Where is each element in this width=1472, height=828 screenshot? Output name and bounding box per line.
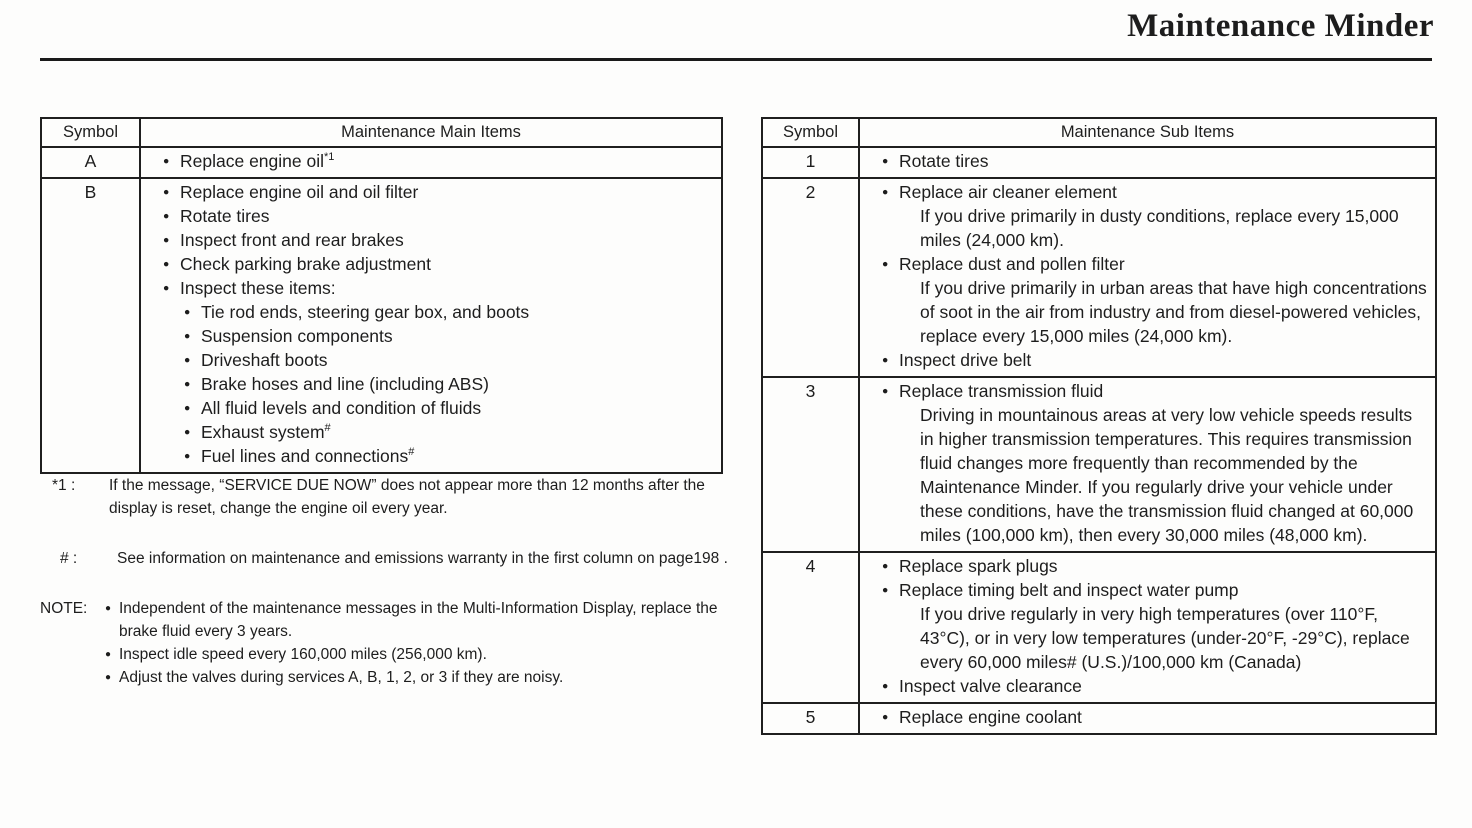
item-text: Inspect front and rear brakes [180,230,404,250]
footnote-hash [40,547,728,570]
bullet-icon: ● [882,186,889,198]
list-item [882,252,1429,276]
row-symbol: 3 [763,378,860,551]
item-text: Driveshaft boots [201,350,328,370]
list-item [882,554,1429,578]
list-item [882,149,1429,173]
bullet-icon: ● [184,378,191,390]
row-symbol: B [42,179,141,472]
row-symbol: 1 [763,148,860,177]
bullet-icon: ● [163,186,170,198]
bullet-icon: ● [882,155,889,167]
symbol-column-header: Symbol [42,119,141,146]
list-item [184,420,715,444]
bullet-icon: ● [184,306,191,318]
row-content [860,148,1435,177]
list-item [163,276,715,300]
note-label: NOTE: [40,600,88,617]
list-item [105,597,728,643]
bullet-icon: ● [184,426,191,438]
item-text: Inspect valve clearance [899,676,1082,696]
footnote-star1-text: If the message, “SERVICE DUE NOW” does not appear more than 12 months after the display is reset, change the engine oil every year. [109,477,705,517]
item-note: Driving in mountainous areas at very low vehicle speeds results in higher transmission temperatures. This requires transmission fluid changes more frequently than recommended by the Maintenance Minder. If you regularly drive your vehicle under these conditions, have the transmission fluid changed at 60,000 miles (100,000 km), then every 30,000 miles (48,000 km). [920,405,1414,545]
bullet-icon: ● [882,258,889,270]
bullet-icon: ● [105,672,112,683]
item-text: Replace spark plugs [899,556,1058,576]
item-label: Replace engine oil [180,151,324,171]
table-row-a [42,146,721,177]
bullet-icon: ● [105,649,112,660]
bullet-icon: ● [882,711,889,723]
list-item [184,324,715,348]
list-item [882,674,1429,698]
table-row-3 [763,376,1435,551]
list-item [882,379,1429,403]
item-text: Replace engine coolant [899,707,1082,727]
main-items-column-header: Maintenance Main Items [341,123,521,141]
item-text: All fluid levels and condition of fluids [201,398,482,418]
bullet-icon: ● [184,450,191,462]
bullet-icon: ● [882,584,889,596]
list-item [184,444,715,468]
bullet-icon: ● [163,155,170,167]
footnote-hash-label: # : [60,550,78,567]
list-item [184,300,715,324]
sub-items-table [761,117,1437,735]
item-text: Suspension components [201,326,393,346]
list-item [184,372,715,396]
bullet-icon: ● [882,680,889,692]
item-text: Tie rod ends, steering gear box, and boots [201,302,530,322]
bullet-icon: ● [184,402,191,414]
row-content [860,179,1435,376]
item-text [201,444,715,468]
row-content [141,179,721,472]
footnote-hash-text: See information on maintenance and emissions warranty in the first column on page198 . [117,550,728,567]
item-label: Fuel lines and connections [201,446,409,466]
list-item [184,348,715,372]
item-note: If you drive regularly in very high temperatures (over 110°F, 43°C), or in very low temperatures (under-20°F, -29°C), replace every 60,000 miles# (U.S.)/100,000 km (Canada) [920,604,1410,672]
table-row-b [42,177,721,472]
bullet-icon: ● [184,330,191,342]
footnote-star1-label: *1 : [52,477,76,494]
sub-item-list [184,300,715,468]
list-item [184,396,715,420]
bullet-icon: ● [163,210,170,222]
page-title: Maintenance Minder [1127,8,1434,44]
main-table-header-row [42,119,721,146]
item-label: Exhaust system [201,422,325,442]
symbol-column-header: Symbol [763,119,860,146]
title-rule [40,58,1432,61]
main-items-table [40,117,723,474]
bullet-icon: ● [105,603,112,614]
item-text: Replace dust and pollen filter [899,254,1125,274]
row-symbol: 4 [763,553,860,702]
bullet-icon: ● [163,258,170,270]
item-note: If you drive primarily in urban areas that have high concentrations of soot in the air from industry and from diesel-powered vehicles, replace every 15,000 miles (24,000 km). [920,278,1427,346]
note-list [105,597,728,689]
row-symbol: A [42,148,141,177]
list-item [882,348,1429,372]
footnote-marker: *1 [324,151,335,164]
row-content [860,704,1435,733]
list-item [105,643,728,666]
list-item [163,252,715,276]
list-item [105,666,728,689]
item-text: Brake hoses and line (including ABS) [201,374,489,394]
item-text [180,149,715,173]
list-item [163,228,715,252]
item-note: If you drive primarily in dusty conditions, replace every 15,000 miles (24,000 km). [920,206,1399,250]
bullet-icon: ● [184,354,191,366]
item-text: Adjust the valves during services A, B, 1, 2, or 3 if they are noisy. [119,669,564,686]
item-text: Replace timing belt and inspect water pump [899,580,1239,600]
list-item [882,180,1429,204]
table-row-2 [763,177,1435,376]
list-item [163,204,715,228]
row-content [860,378,1435,551]
bullet-icon: ● [882,560,889,572]
bullet-icon: ● [163,234,170,246]
item-text: Inspect these items: [180,278,336,298]
sub-items-column-header: Maintenance Sub Items [1060,123,1235,141]
item-text [201,420,715,444]
bullet-icon: ● [163,282,170,294]
row-content [141,148,721,177]
item-text: Rotate tires [899,151,989,171]
note-block [40,597,728,689]
row-symbol: 5 [763,704,860,733]
list-item [882,578,1429,602]
row-content [860,553,1435,702]
item-text: Replace transmission fluid [899,381,1104,401]
bullet-icon: ● [882,354,889,366]
table-row-5 [763,702,1435,733]
list-item [163,180,715,204]
item-text: Inspect drive belt [899,350,1032,370]
item-text: Inspect idle speed every 160,000 miles (256,000 km). [119,646,487,663]
sub-table-header-row [763,119,1435,146]
bullet-icon: ● [882,385,889,397]
item-text: Independent of the maintenance messages in the Multi-Information Display, replace the brake fluid every 3 years. [119,600,718,640]
item-text: Replace air cleaner element [899,182,1117,202]
item-text: Check parking brake adjustment [180,254,431,274]
table-row-1 [763,146,1435,177]
footnote-marker: # [408,446,415,459]
item-text: Rotate tires [180,206,270,226]
footnote-marker: # [324,422,331,435]
footnotes-section [40,474,728,716]
list-item [882,705,1429,729]
list-item [163,149,715,173]
row-symbol: 2 [763,179,860,376]
table-row-4 [763,551,1435,702]
item-text: Replace engine oil and oil filter [180,182,419,202]
footnote-star1 [40,474,728,520]
